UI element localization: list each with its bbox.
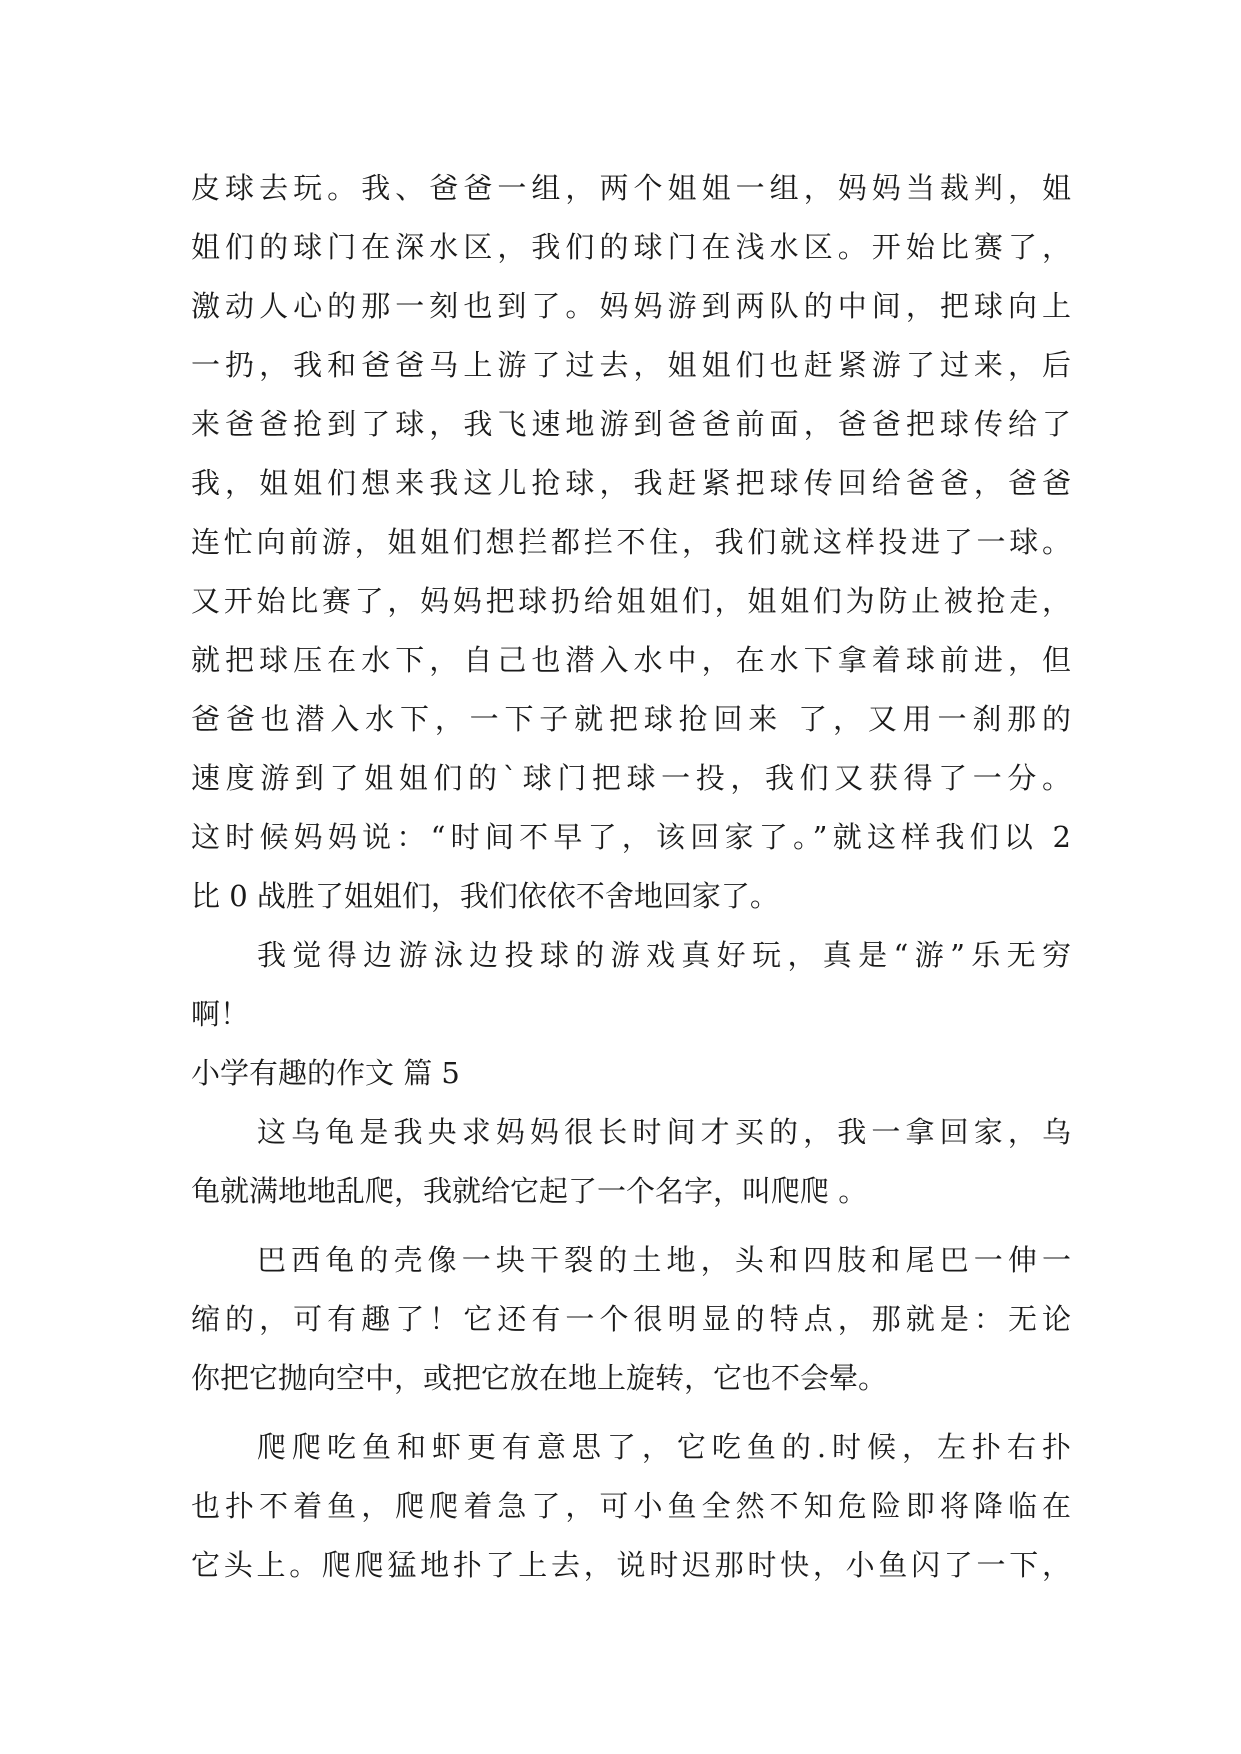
text-line: 皮球去玩。我、爸爸一组，两个姐姐一组，妈妈当裁判，姐 — [191, 171, 1071, 205]
text-line: 爸爸也潜入水下，一下子就把球抢回来 了，又用一刹那的 — [191, 702, 1071, 736]
text-line: 啊！ — [191, 997, 250, 1031]
paragraph-first-line: 爬爬吃鱼和虾更有意思了，它吃鱼的.时候，左扑右扑 — [257, 1430, 1071, 1464]
paragraph-first-line: 巴西龟的壳像一块干裂的土地，头和四肢和尾巴一伸一 — [257, 1243, 1071, 1277]
section-heading: 小学有趣的作文 篇 5 — [191, 1056, 460, 1090]
text-line: 速度游到了姐姐们的`球门把球一投，我们又获得了一分。 — [191, 761, 1071, 795]
paragraph-first-line: 这乌龟是我央求妈妈很长时间才买的，我一拿回家，乌 — [257, 1115, 1071, 1149]
text-line: 龟就满地地乱爬，我就给它起了一个名字，叫爬爬 。 — [191, 1174, 868, 1208]
text-line: 又开始比赛了，妈妈把球扔给姐姐们，姐姐们为防止被抢走， — [191, 584, 1071, 618]
text-line: 姐们的球门在深水区，我们的球门在浅水区。开始比赛了， — [191, 230, 1071, 264]
text-line: 就把球压在水下，自己也潜入水中，在水下拿着球前进，但 — [191, 643, 1071, 677]
text-line: 我，姐姐们想来我这儿抢球，我赶紧把球传回给爸爸，爸爸 — [191, 466, 1071, 500]
text-line: 连忙向前游，姐姐们想拦都拦不住，我们就这样投进了一球。 — [191, 525, 1071, 559]
text-line: 一扔，我和爸爸马上游了过去，姐姐们也赶紧游了过来，后 — [191, 348, 1071, 382]
paragraph-first-line: 我觉得边游泳边投球的游戏真好玩，真是“游”乐无穷 — [257, 938, 1071, 972]
text-line: 缩的，可有趣了！它还有一个很明显的特点，那就是：无论 — [191, 1302, 1071, 1336]
text-line: 你把它抛向空中，或把它放在地上旋转，它也不会晕。 — [191, 1361, 888, 1395]
text-line: 它头上。爬爬猛地扑了上去，说时迟那时快，小鱼闪了一下， — [191, 1548, 1071, 1582]
text-line: 这时候妈妈说：“时间不早了，该回家了。”就这样我们以 2 — [191, 820, 1071, 854]
text-line: 激动人心的那一刻也到了。妈妈游到两队的中间，把球向上 — [191, 289, 1071, 323]
text-line: 也扑不着鱼，爬爬着急了，可小鱼全然不知危险即将降临在 — [191, 1489, 1071, 1523]
text-line: 来爸爸抢到了球，我飞速地游到爸爸前面，爸爸把球传给了 — [191, 407, 1071, 441]
text-line: 比 0 战胜了姐姐们，我们依依不舍地回家了。 — [191, 879, 779, 913]
